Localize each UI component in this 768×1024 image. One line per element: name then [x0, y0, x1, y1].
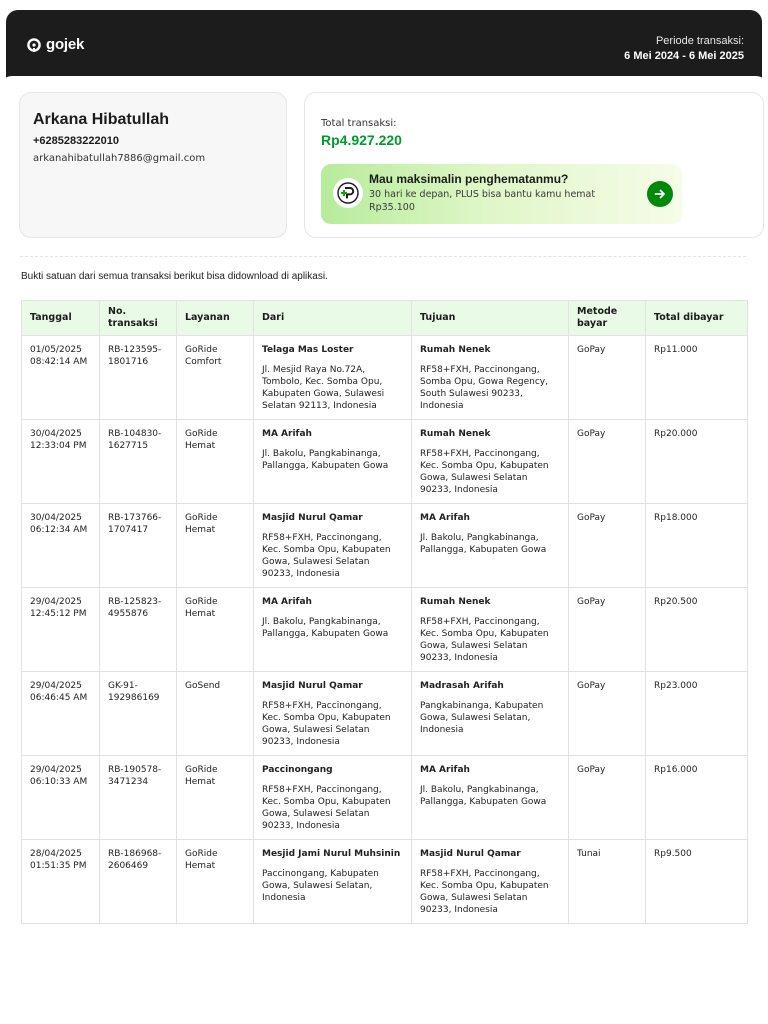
- cell-service: GoRide Hemat: [177, 588, 254, 672]
- cell-date: 01/05/2025 08:42:14 AM: [22, 336, 100, 420]
- header-number: No. transaksi: [100, 301, 177, 336]
- cell-from: [254, 504, 412, 588]
- cell-method: GoPay: [569, 672, 646, 756]
- cell-number: RB-186968-2606469: [100, 840, 177, 924]
- from-address: Jl. Bakolu, Pangkabinanga, Pallangga, Kabupaten Gowa: [262, 449, 389, 471]
- to-name: MA Arifah: [420, 513, 470, 523]
- to-address: RF58+FXH, Paccinongang, Kec. Somba Opu, Kabupaten Gowa, Sulawesi Selatan 90233, Indonesia: [420, 449, 549, 495]
- cell-to: [412, 672, 569, 756]
- from-address: RF58+FXH, Paccinongang, Kec. Somba Opu, Kabupaten Gowa, Sulawesi Selatan 90233, Indonesia: [262, 701, 391, 747]
- to-address: RF58+FXH, Paccinongang, Kec. Somba Opu, Kabupaten Gowa, Sulawesi Selatan 90233, Indonesia: [420, 869, 549, 915]
- to-address: Jl. Bakolu, Pangkabinanga, Pallangga, Kabupaten Gowa: [420, 533, 547, 555]
- to-address: RF58+FXH, Paccinongang, Somba Opu, Gowa Regency, South Sulawesi 90233, Indonesia: [420, 365, 548, 411]
- cell-service: GoRide Comfort: [177, 336, 254, 420]
- from-name: Paccinongang: [262, 765, 333, 775]
- table-row: [22, 588, 748, 672]
- cell-service: GoRide Hemat: [177, 840, 254, 924]
- cell-from: [254, 336, 412, 420]
- cell-method: GoPay: [569, 588, 646, 672]
- brand-name: gojek: [46, 36, 85, 53]
- header-date: Tanggal: [22, 301, 100, 336]
- to-name: Rumah Nenek: [420, 345, 491, 355]
- customer-phone: +6285283222010: [33, 135, 119, 147]
- period-label: Periode transaksi:: [655, 35, 744, 47]
- cell-date: 30/04/2025 06:12:34 AM: [22, 504, 100, 588]
- cell-from: [254, 588, 412, 672]
- cell-to: [412, 840, 569, 924]
- to-address: Jl. Bakolu, Pangkabinanga, Pallangga, Kabupaten Gowa: [420, 785, 547, 807]
- from-address: RF58+FXH, Paccinongang, Kec. Somba Opu, Kabupaten Gowa, Sulawesi Selatan 90233, Indonesia: [262, 785, 391, 831]
- total-card: [304, 92, 764, 238]
- cell-to: [412, 588, 569, 672]
- cell-total: Rp11.000: [646, 336, 748, 420]
- from-address: Paccinongang, Kabupaten Gowa, Sulawesi Selatan, Indonesia: [262, 869, 379, 903]
- to-address: RF58+FXH, Paccinongang, Kec. Somba Opu, Kabupaten Gowa, Sulawesi Selatan 90233, Indonesia: [420, 617, 549, 663]
- table-row: [22, 336, 748, 420]
- header-service: Layanan: [177, 301, 254, 336]
- cell-method: Tunai: [569, 840, 646, 924]
- to-name: Rumah Nenek: [420, 429, 491, 439]
- promo-title: Mau maksimalin penghematanmu?: [369, 172, 569, 186]
- transaction-period: [624, 35, 744, 62]
- plus-badge-icon: [333, 178, 363, 208]
- table-row: [22, 840, 748, 924]
- cell-number: RB-173766-1707417: [100, 504, 177, 588]
- to-name: Masjid Nurul Qamar: [420, 849, 521, 859]
- cell-from: [254, 672, 412, 756]
- from-name: Masjid Nurul Qamar: [262, 681, 363, 691]
- cell-to: [412, 504, 569, 588]
- cell-from: [254, 840, 412, 924]
- cell-date: 28/04/2025 01:51:35 PM: [22, 840, 100, 924]
- cell-total: Rp16.000: [646, 756, 748, 840]
- cell-to: [412, 420, 569, 504]
- cell-total: Rp20.000: [646, 420, 748, 504]
- cell-service: GoRide Hemat: [177, 420, 254, 504]
- cell-number: RB-123595-1801716: [100, 336, 177, 420]
- total-value: Rp4.927.220: [321, 132, 402, 148]
- download-note: Bukti satuan dari semua transaksi berikut bisa didownload di aplikasi.: [21, 271, 328, 282]
- period-range: 6 Mei 2024 - 6 Mei 2025: [624, 50, 744, 62]
- to-name: Rumah Nenek: [420, 597, 491, 607]
- table-row: [22, 420, 748, 504]
- from-address: Jl. Mesjid Raya No.72A, Tombolo, Kec. Somba Opu, Kabupaten Gowa, Sulawesi Selatan 92113, Indonesia: [262, 365, 385, 411]
- from-name: Mesjid Jami Nurul Muhsinin: [262, 849, 401, 859]
- brand-logo: [26, 36, 84, 53]
- cell-total: Rp18.000: [646, 504, 748, 588]
- cell-from: [254, 756, 412, 840]
- transactions-table: [21, 300, 748, 924]
- cell-number: RB-125823-4955876: [100, 588, 177, 672]
- to-name: MA Arifah: [420, 765, 470, 775]
- cell-service: GoRide Hemat: [177, 504, 254, 588]
- plus-promo-banner[interactable]: [321, 164, 682, 224]
- table-row: [22, 672, 748, 756]
- cell-service: GoSend: [177, 672, 254, 756]
- table-row: [22, 504, 748, 588]
- arrow-right-icon[interactable]: [647, 181, 673, 207]
- cell-date: 29/04/2025 06:10:33 AM: [22, 756, 100, 840]
- cell-number: GK-91-192986169: [100, 672, 177, 756]
- cell-method: GoPay: [569, 756, 646, 840]
- cell-service: GoRide Hemat: [177, 756, 254, 840]
- from-name: Masjid Nurul Qamar: [262, 513, 363, 523]
- cell-date: 29/04/2025 12:45:12 PM: [22, 588, 100, 672]
- from-name: Telaga Mas Loster: [262, 345, 354, 355]
- from-address: Jl. Bakolu, Pangkabinanga, Pallangga, Kabupaten Gowa: [262, 617, 389, 639]
- cell-total: Rp9.500: [646, 840, 748, 924]
- cell-method: GoPay: [569, 420, 646, 504]
- cell-date: 29/04/2025 06:46:45 AM: [22, 672, 100, 756]
- header-from: Dari: [254, 301, 412, 336]
- customer-email: arkanahibatullah7886@gmail.com: [33, 153, 206, 164]
- to-address: Pangkabinanga, Kabupaten Gowa, Sulawesi Selatan, Indonesia: [420, 701, 544, 735]
- cell-to: [412, 336, 569, 420]
- header-to: Tujuan: [412, 301, 569, 336]
- cell-method: GoPay: [569, 336, 646, 420]
- to-name: Madrasah Arifah: [420, 681, 504, 691]
- cell-from: [254, 420, 412, 504]
- cell-number: RB-104830-1627715: [100, 420, 177, 504]
- cell-number: RB-190578-3471234: [100, 756, 177, 840]
- header-total: Total dibayar: [646, 301, 748, 336]
- from-address: RF58+FXH, Paccinongang, Kec. Somba Opu, Kabupaten Gowa, Sulawesi Selatan 90233, Indonesia: [262, 533, 391, 579]
- profile-card: [19, 92, 287, 238]
- total-label: Total transaksi:: [321, 118, 397, 129]
- promo-text: 30 hari ke depan, PLUS bisa bantu kamu hemat Rp35.100: [369, 189, 596, 213]
- cell-date: 30/04/2025 12:33:04 PM: [22, 420, 100, 504]
- gojek-logo-icon: [26, 37, 42, 53]
- section-divider: [20, 256, 746, 257]
- cell-total: Rp23.000: [646, 672, 748, 756]
- from-name: MA Arifah: [262, 429, 312, 439]
- table-header-row: [22, 301, 748, 336]
- cell-to: [412, 756, 569, 840]
- cell-method: GoPay: [569, 504, 646, 588]
- table-row: [22, 756, 748, 840]
- cell-total: Rp20.500: [646, 588, 748, 672]
- from-name: MA Arifah: [262, 597, 312, 607]
- customer-name: Arkana Hibatullah: [33, 111, 170, 128]
- header-method: Metode bayar: [569, 301, 646, 336]
